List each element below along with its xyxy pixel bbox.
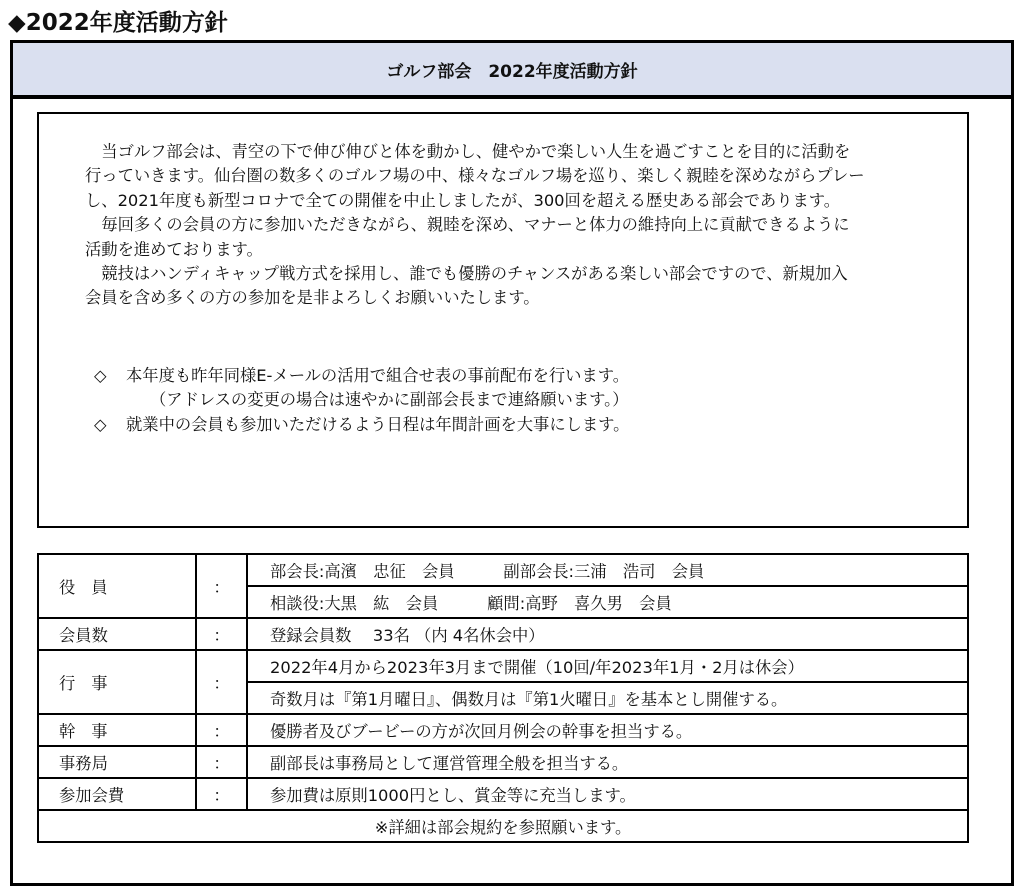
policy-line: し、2021年度も新型コロナで全ての開催を中止しましたが、300回を超える歴史ある部会であります。 (85, 190, 841, 210)
row-colon: ： (196, 714, 247, 746)
policy-line: 毎回多くの会員の方に参加いただきながら、親睦を深め、マナーと体力の維持向上に貢献できるように (85, 215, 850, 235)
hollow-diamond-icon: ◇ (94, 366, 107, 385)
policy-document-frame (10, 40, 1014, 886)
row-label: 事務局 (38, 746, 196, 778)
row-label-text: 幹事 (59, 722, 124, 741)
policy-line: 活動を進めております。 (85, 239, 263, 259)
policy-line: 会員を含め多くの方の参加を是非よろしくお願いいたします。 (85, 288, 540, 308)
policy-line: 競技はハンディキャップ戦方式を採用し、誰でも優勝のチャンスがある楽しい部会ですので、新規加入 (85, 264, 848, 284)
document-title-band (13, 43, 1011, 99)
row-value: 参加費は原則1000円とし、賞金等に充当します。 (247, 778, 968, 810)
table-row-events (38, 650, 968, 682)
table-row-members (38, 618, 968, 650)
policy-line: 行っていきます。仙台圏の数多くのゴルフ場の中、様々なゴルフ場を巡り、楽しく親睦を深めながらプレー (85, 166, 865, 186)
row-label: 参加会費 (38, 778, 196, 810)
note-subitem (94, 388, 629, 412)
note-text: 就業中の会員も参加いただけるよう日程は年間計画を大事にします。 (126, 414, 630, 434)
note-text: 本年度も昨年同様E-メールの活用で組合せ表の事前配布を行います。 (126, 366, 629, 385)
table-row-organizer (38, 714, 968, 746)
row-colon: ： (196, 746, 247, 778)
row-colon: ： (196, 650, 247, 714)
row-value: 相談役:大黒 紘 会員 顧問:高野 喜久男 会員 (247, 586, 968, 618)
policy-statement-box (37, 112, 969, 528)
hollow-diamond-icon: ◇ (94, 414, 107, 434)
table-footnote: ※詳細は部会規約を参照願います。 (38, 810, 968, 842)
note-item (94, 413, 629, 437)
page-heading: ◆2022年度活動方針 (8, 10, 228, 36)
policy-paragraphs (85, 140, 965, 311)
row-value: 奇数月は『第1月曜日』、偶数月は『第1火曜日』を基本とし開催する。 (247, 682, 968, 714)
policy-notes (94, 364, 629, 437)
row-colon: ： (196, 778, 247, 810)
row-colon: ： (196, 618, 247, 650)
table-row-officers (38, 554, 968, 586)
row-colon: ： (196, 554, 247, 618)
row-label-text: 役員 (59, 578, 124, 597)
row-value: 優勝者及びブービーの方が次回月例会の幹事を担当する。 (247, 714, 968, 746)
row-label: 会員数 (38, 618, 196, 650)
row-label (38, 554, 196, 618)
note-item (94, 364, 629, 388)
row-value: 部会長:高濱 忠征 会員 副部会長:三浦 浩司 会員 (247, 554, 968, 586)
row-value: 2022年4月から2023年3月まで開催（10回/年2023年1月・2月は休会） (247, 650, 968, 682)
table-row-footnote (38, 810, 968, 842)
table-row-fees (38, 778, 968, 810)
policy-line: 当ゴルフ部会は、青空の下で伸び伸びと体を動かし、健やかで楽しい人生を過ごすことを目的に活動を (85, 142, 851, 161)
row-label-text: 行事 (59, 674, 124, 693)
row-label (38, 714, 196, 746)
document-title: ゴルフ部会 2022年度活動方針 (386, 61, 638, 82)
row-value: 登録会員数 33名 （内 4名休会中） (247, 618, 968, 650)
club-info-table (37, 553, 969, 843)
row-value: 副部長は事務局として運営管理全般を担当する。 (247, 746, 968, 778)
note-text: （アドレスの変更の場合は速やかに副部会長まで連絡願います。） (150, 390, 629, 410)
table-row-secretariat (38, 746, 968, 778)
row-label (38, 650, 196, 714)
